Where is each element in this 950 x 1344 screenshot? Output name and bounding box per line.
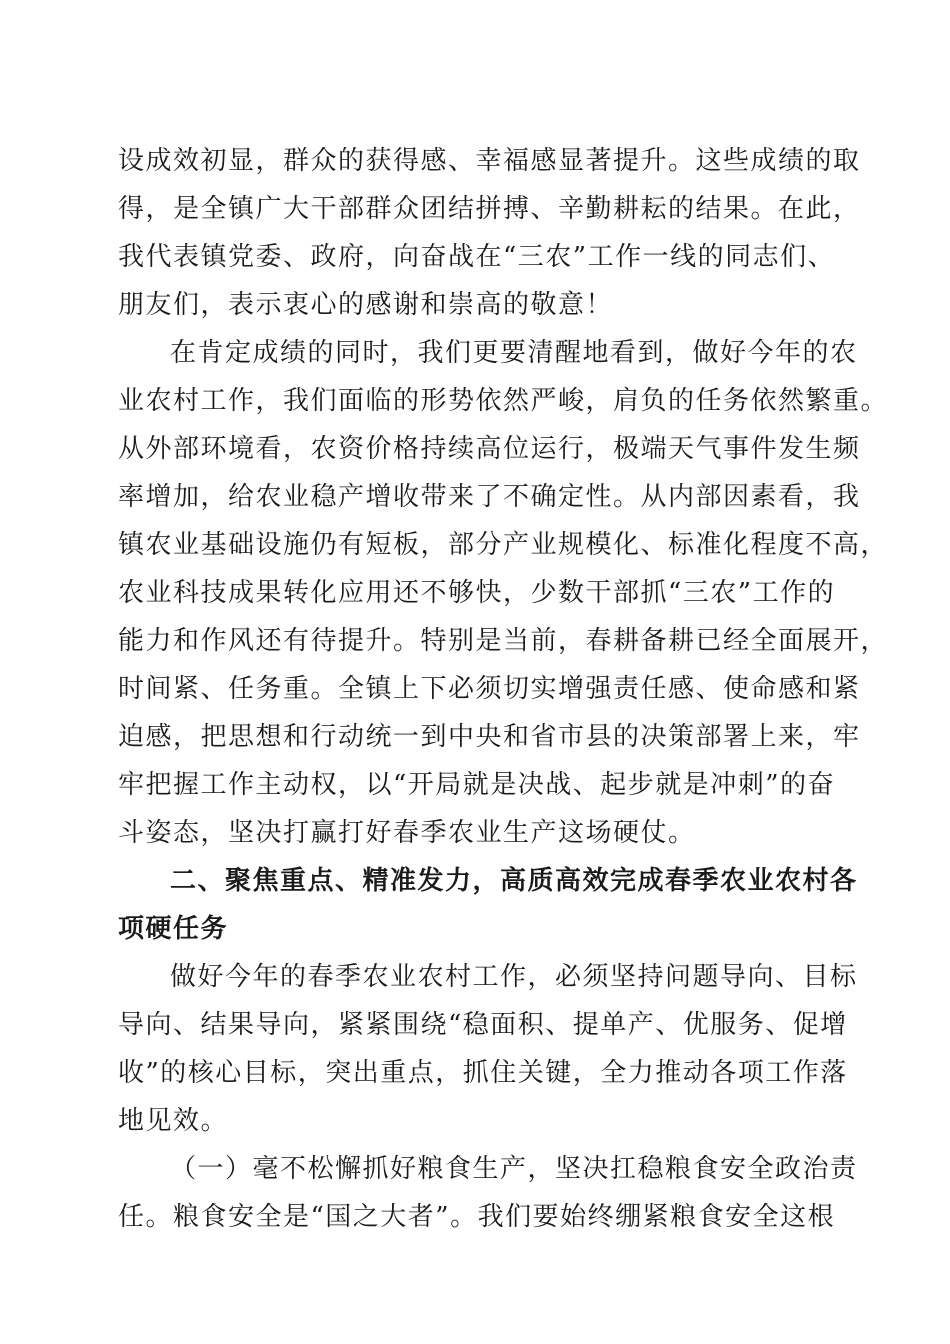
- text-line: 镇农业基础设施仍有短板，部分产业规模化、标准化程度不高，: [118, 530, 889, 560]
- section-heading-continued: 项硬任务: [118, 914, 229, 944]
- text-line: 从外部环境看，农资价格持续高位运行，极端天气事件发生频: [118, 434, 861, 464]
- text-line: 能力和作风还有待提升。特别是当前，春耕备耕已经全面展开，: [118, 626, 889, 656]
- text-line: 朋友们，表示衷心的感谢和崇高的敬意！: [118, 290, 614, 320]
- text-line: 导向、结果导向，紧紧围绕“稳面积、提单产、优服务、促增: [118, 1010, 848, 1040]
- text-line: 我代表镇党委、政府，向奋战在“三农”工作一线的同志们、: [118, 242, 836, 272]
- text-line: 时间紧、任务重。全镇上下必须切实增强责任感、使命感和紧: [118, 674, 861, 704]
- text-line: 得，是全镇广大干部群众团结拼搏、辛勤耕耘的结果。在此，: [118, 194, 861, 224]
- text-line: 任。粮食安全是“国之大者”。我们要始终绷紧粮食安全这根: [118, 1202, 836, 1232]
- text-line: 率增加，给农业稳产增收带来了不确定性。从内部因素看，我: [118, 482, 861, 512]
- text-line: 迫感，把思想和行动统一到中央和省市县的决策部署上来，牢: [118, 722, 861, 752]
- text-line: 地见效。: [118, 1106, 229, 1136]
- text-line: 斗姿态，坚决打赢打好春季农业生产这场硬仗。: [118, 818, 696, 848]
- paragraph-start-line: 在肯定成绩的同时，我们更要清醒地看到，做好今年的农: [170, 338, 858, 368]
- text-line: 收”的核心目标，突出重点，抓住关键，全力推动各项工作落: [118, 1058, 848, 1088]
- section-heading: 二、聚焦重点、精准发力，高质高效完成春季农业农村各: [170, 866, 858, 896]
- subsection-heading-line: （一）毫不松懈抓好粮食生产，坚决扛稳粮食安全政治责: [170, 1154, 858, 1184]
- paragraph-start-line: 做好今年的春季农业农村工作，必须坚持问题导向、目标: [170, 962, 858, 992]
- text-line: 农业科技成果转化应用还不够快，少数干部抓“三农”工作的: [118, 578, 836, 608]
- text-line: 业农村工作，我们面临的形势依然严峻，肩负的任务依然繁重。: [118, 386, 889, 416]
- text-line: 设成效初显，群众的获得感、幸福感显著提升。这些成绩的取: [118, 146, 861, 176]
- text-line: 牢把握工作主动权，以“开局就是决战、起步就是冲刺”的奋: [118, 770, 836, 800]
